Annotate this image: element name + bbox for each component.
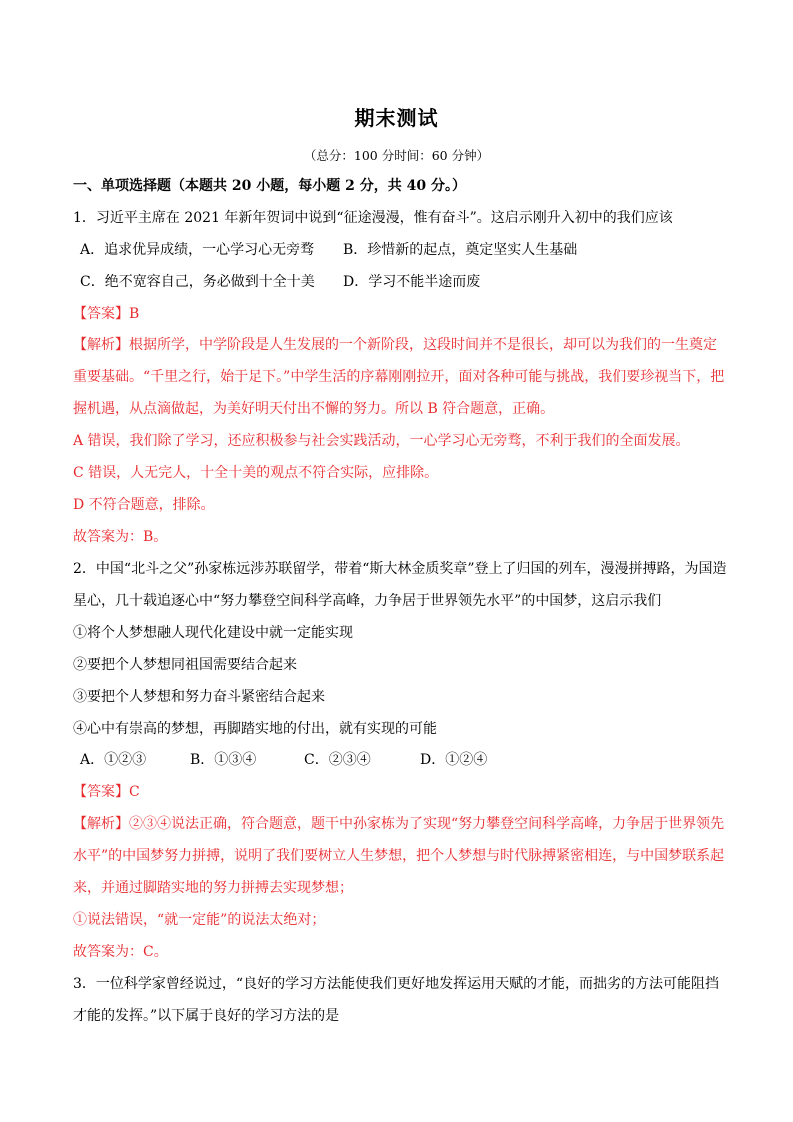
q1-option-a: A．追求优异成绩，一心学习心无旁骛 — [80, 242, 315, 258]
q2-option-a: A．①②③ — [80, 752, 147, 768]
q1-analysis-line: 【解析】根据所学，中学阶段是人生发展的一个新阶段，这段时间并不是很长，却可以为我们的一生奠定 — [73, 337, 717, 353]
q1-analysis-line: 重要基础。“千里之行，始于足下。”中学生活的序幕刚刚拉开，面对各种可能与挑战，我们要珍视当下，把 — [73, 369, 725, 385]
q2-analysis-line: 来，并通过脚踏实地的努力拼搏去实现梦想； — [73, 880, 353, 896]
q1-analysis-line: C 错误，人无完人，十全十美的观点不符合实际，应排除。 — [73, 465, 439, 481]
q2-answer: 【答案】C — [73, 784, 140, 800]
q2-analysis-line: ①说法错误，“就一定能”的说法太绝对； — [73, 912, 326, 928]
q2-option-c: C．②③④ — [304, 752, 371, 768]
q1-analysis-line: 故答案为：B。 — [73, 529, 168, 545]
q3-stem-line: 才能的发挥。”以下属于良好的学习方法的是 — [73, 1008, 340, 1024]
q1-analysis-line: A 错误，我们除了学习，还应积极参与社会实践活动，一心学习心无旁骛，不利于我们的全面发展。 — [73, 433, 690, 449]
q2-option-d: D．①②④ — [420, 752, 488, 768]
page-title: 期末测试 — [354, 106, 439, 130]
q2-option-b: B．①③④ — [190, 752, 257, 768]
q2-analysis-line: 水平”的中国梦努力拼搏，说明了我们要树立人生梦想，把个人梦想与时代脉搏紧密相连，与中国梦联系起 — [73, 848, 725, 864]
section-heading: 一、单项选择题（本题共 20 小题，每小题 2 分，共 40 分。） — [73, 178, 466, 194]
q2-statement: ①将个人梦想融人现代化建设中就一定能实现 — [73, 625, 353, 641]
q1-option-b: B．珍惜新的起点，奠定坚实人生基础 — [343, 242, 578, 258]
q2-analysis-line: 【解析】②③④说法正确，符合题意，题干中孙家栋为了实现“努力攀登空间科学高峰，力争居于世界领先 — [73, 816, 725, 832]
q2-statement: ④心中有崇高的梦想，再脚踏实地的付出，就有实现的可能 — [73, 721, 437, 737]
q2-analysis-line: 故答案为：C。 — [73, 944, 168, 960]
q2-statement: ②要把个人梦想同祖国需要结合起来 — [73, 657, 297, 673]
q1-stem: 1．习近平主席在 2021 年新年贺词中说到“征途漫漫，惟有奋斗”。这启示刚升入初中的我们应该 — [73, 210, 673, 226]
q1-option-d: D．学习不能半途而废 — [343, 274, 481, 290]
exam-info: （总分：100 分时间：60 分钟） — [303, 148, 490, 163]
q1-answer: 【答案】B — [73, 306, 140, 322]
q1-analysis-line: 握机遇，从点滴做起，为美好明天付出不懈的努力。所以 B 符合题意，正确。 — [73, 401, 555, 417]
q1-analysis-line: D 不符合题意，排除。 — [73, 497, 215, 513]
q2-statement: ③要把个人梦想和努力奋斗紧密结合起来 — [73, 689, 325, 705]
q3-stem-line: 3．一位科学家曾经说过，“良好的学习方法能使我们更好地发挥运用天赋的才能，而拙劣的方法可能阻挡 — [73, 976, 720, 992]
q1-option-c: C．绝不宽容自己，务必做到十全十美 — [80, 274, 315, 290]
q2-stem-line: 2．中国“北斗之父”孙家栋远涉苏联留学，带着“斯大林金质奖章”登上了归国的列车，漫漫拼搏路，为国造 — [73, 561, 727, 577]
q2-stem-line: 星心，几十载追逐心中“努力攀登空间科学高峰，力争居于世界领先水平”的中国梦，这启示我们 — [73, 593, 662, 609]
